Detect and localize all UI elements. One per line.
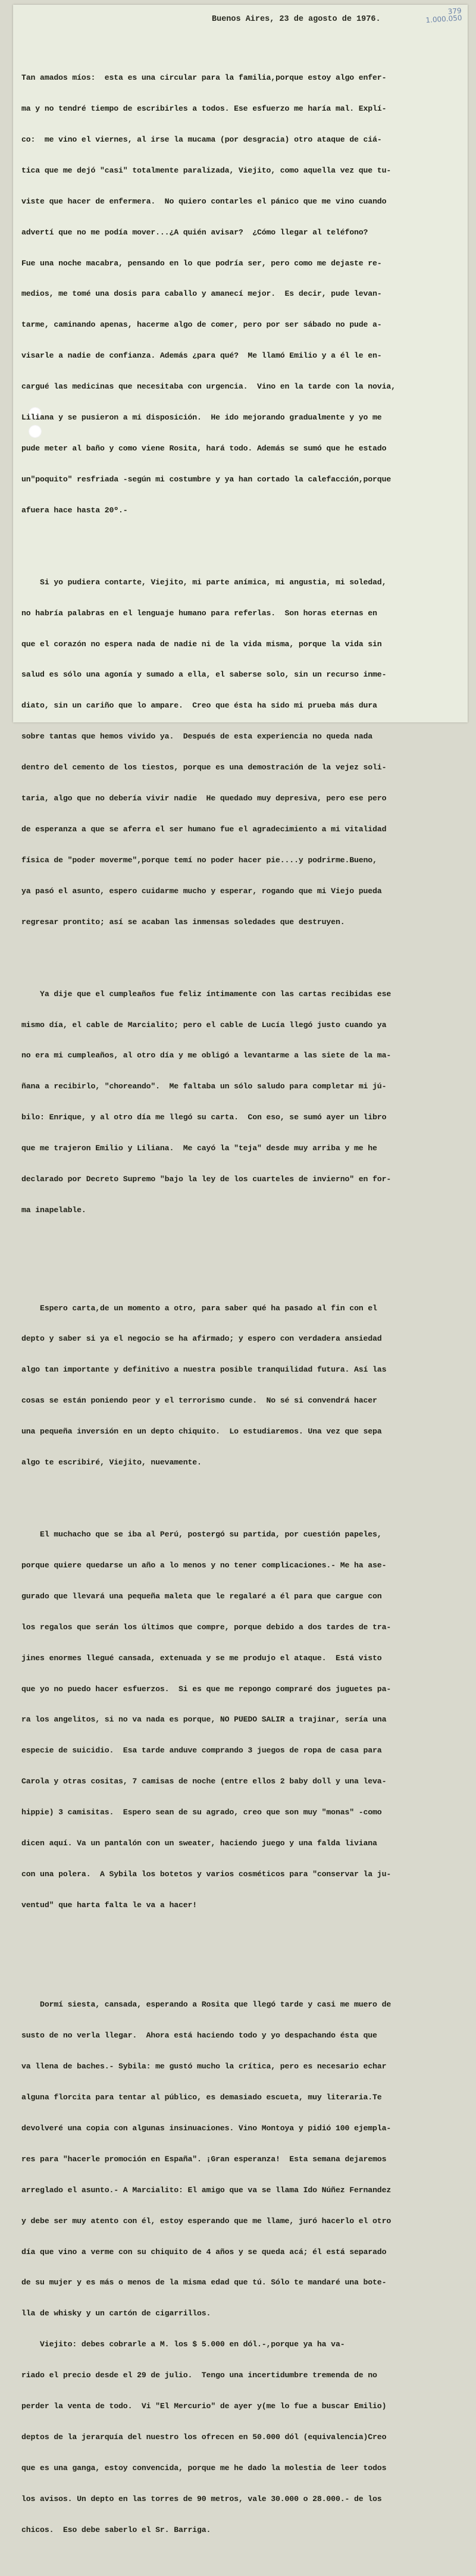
text-line: tica que me dejó "casi" totalmente paralizada, Viejito, como aquella vez que tu- [21,165,392,175]
text-line: ya pasó el asunto, espero cuidarme mucho y esperar, rogando que mi Viejo pueda [21,886,382,896]
letter-body [21,32,463,2576]
text-line: una pequeña inversión en un depto chiquito. Lo estudiaremos. Una vez que sepa [21,1427,382,1436]
text-line: viste que hacer de enfermera. No quiero contarles el pánico que me vino cuando [21,196,387,206]
text-line: taria, algo que no debería vivir nadie He quedado muy depresiva, pero ese pero [21,793,387,803]
text-line: El muchacho que se iba al Perú, postergó su partida, por cuestión papeles, [21,1530,382,1539]
text-line: física de "poder moverme",porque temí no poder hacer pie....y podrirme.Bueno, [21,855,377,865]
text-line: ventud" que harta falta le va a hacer! [21,1900,198,1910]
text-line: cargué las medicinas que necesitaba con urgencia. Vino en la tarde con la novia, [21,382,396,392]
text-line: porque quiere quedarse un año a lo menos y no tener complicaciones.- Me ha ase- [21,1560,387,1570]
text-line: riado el precio desde el 29 de julio. Tengo una incertidumbre tremenda de no [21,2371,377,2380]
paragraph-2 [21,556,463,947]
text-line: deptos de la jerarquía del nuestro los ofrecen en 50.000 dól (equivalencia)Creo [21,2432,387,2442]
text-line: y debe ser muy atento con él, estoy esperando que me llame, juró hacerlo el otro [21,2216,392,2226]
text-line: arreglado el asunto.- A Marcialito: El amigo que va se llama Ido Núñez Fernandez [21,2185,392,2195]
text-line: declarado por Decreto Supremo "bajo la ley de los cuarteles de invierno" en for- [21,1174,392,1184]
text-line: dentro del cemento de los tiestos, porque es una demostración de la vejez soli- [21,763,387,772]
text-line: alguna florcita para tentar al público, es demasiado escueta, muy literaria.Te [21,2093,382,2102]
text-line: especie de suicidio. Esa tarde anduve comprando 3 juegos de ropa de casa para [21,1746,382,1755]
text-line: tarme, caminando apenas, hacerme algo de comer, pero por ser sábado no pude a- [21,320,382,330]
text-line: ra los angelitos, si no va nada es porque, NO PUEDO SALIR a trajinar, sería una [21,1715,387,1724]
text-line: devolveré una copia con algunas insinuaciones. Vino Montoya y pidió 100 ejempla- [21,2123,392,2133]
text-line: Espero carta,de un momento a otro, para saber qué ha pasado al fin con el [21,1303,377,1313]
text-line: no habría palabras en el lenguaje humano para referlas. Son horas eternas en [21,608,377,618]
paragraph-1 [21,52,463,536]
text-line: jines enormes llegué cansada, extenuada y se me produjo el ataque. Está visto [21,1653,382,1663]
text-line: advertí que no me podía mover...¿A quién avisar? ¿Cómo llegar al teléfono? [21,227,368,237]
text-line: que el corazón no espera nada de nadie ni de la vida misma, porque la vida sin [21,639,382,649]
text-line: con una polera. A Sybila los botetos y varios cosméticos para "conservar la ju- [21,1869,392,1879]
text-line: afuera hace hasta 20º.- [21,505,128,515]
text-line: de esperanza a que se aferra el ser humano fue el agradecimiento a mi vitalidad [21,824,387,834]
text-line: algo tan importante y definitivo a nuestra posible tranquilidad futura. Así las [21,1365,387,1375]
text-line: día que vino a verme con su chiquito de 4 años y se queda acá; él está separado [21,2247,387,2256]
text-line: salud es sólo una agonía y sumado a ella, el saberse solo, sin un recurso inme- [21,670,387,680]
text-line: perder la venta de todo. Vi "El Mercurio" de ayer y(me lo fue a buscar Emilio) [21,2401,387,2411]
text-line: los avisos. Un depto en las torres de 90 metros, vale 30.000 o 28.000.- de los [21,2494,382,2503]
text-line: lla de whisky y un cartón de cigarrillos. [21,2309,211,2318]
text-line: que es una ganga, estoy convencida, porque me he dado la molestia de leer todos [21,2463,387,2472]
paragraph-gap [21,1951,463,1958]
text-line: los regalos que serán los últimos que compre, porque debido a dos tardes de tra- [21,1622,392,1632]
text-line: cosas se están poniendo peor y el terrorismo cunde. No sé si convendrá hacer [21,1396,377,1406]
text-line: ñana a recibirlo, "choreando". Me faltaba un sólo saludo para completar mi jú- [21,1082,387,1091]
letter-dateline: Buenos Aires, 23 de agosto de 1976. [212,15,381,24]
text-line: Dormí siesta, cansada, esperando a Rosita que llegó tarde y casi me muero de [21,2000,392,2010]
text-line: mismo día, el cable de Marcialito; pero el cable de Lucía llegó justo cuando ya [21,1020,387,1029]
text-line: res para "hacerle promoción en España". ¡Gran esperanza! Esta semana dejaremos [21,2154,387,2164]
text-line: sobre tantas que hemos vivido ya. Después de esta experiencia no queda nada [21,732,373,741]
text-line: hippie) 3 camisitas. Espero sean de su agrado, creo que son muy "monas" -como [21,1808,382,1817]
text-line: algo te escribiré, Viejito, nuevamente. [21,1457,202,1467]
text-line: Fue una noche macabra, pensando en lo que podría ser, pero como me dejaste re- [21,258,382,268]
text-line: Ya dije que el cumpleaños fue feliz íntimamente con las cartas recibidas ese [21,989,392,999]
text-line: visarle a nadie de confianza. Además ¿para qué? Me llamó Emilio y a él le en- [21,351,382,361]
text-line: dicen aquí. Va un pantalón con un sweater, haciendo juego y una falda liviana [21,1838,377,1848]
text-line: Viejito: debes cobrarle a M. los $ 5.000 en dól.-,porque ya ha va- [21,2340,345,2349]
letter-page [13,5,468,2534]
paragraph-3 [21,968,463,1236]
text-line: ma inapelable. [21,1205,86,1215]
text-line: va llena de baches.- Sybila: me gustó mucho la crítica, pero es necesario echar [21,2062,387,2071]
text-line: de su mujer y es más o menos de la misma edad que tú. Sólo te mandaré una bote- [21,2278,387,2287]
text-line: chicos. Eso debe saberlo el Sr. Barriga. [21,2525,211,2534]
text-line: no era mi cumpleaños, al otro día y me obligó a levantarme a las siete de la ma- [21,1051,392,1060]
text-line: pude meter al baño y como viene Rosita, hará todo. Además se sumó que he estado [21,443,387,453]
paragraph-gap [21,1256,463,1262]
text-line: bilo: Enrique, y al otro día me llegó su carta. Con eso, se sumó ayer un libro [21,1113,387,1122]
text-line: que yo no puedo hacer esfuerzos. Si es que me repongo compraré dos juguetes pa- [21,1684,392,1694]
text-line: depto y saber si ya el negocio se ha afirmado; y espero con verdadera ansiedad [21,1334,382,1344]
text-line: gurado que llevará una pequeña maleta que le regalaré a él para que cargue con [21,1591,382,1601]
text-line: Si yo pudiera contarte, Viejito, mi parte anímica, mi angustia, mi soledad, [21,577,387,587]
text-line: co: me vino el viernes, al irse la mucama (por desgracia) otro ataque de ciá- [21,134,382,144]
archive-code: 1.000.050 [425,13,462,25]
text-line: que me trajeron Emilio y Liliana. Me cayó la "teja" desde muy arriba y me he [21,1144,377,1153]
text-line: regresar prontito; así se acaban las inmensas soledades que destruyen. [21,917,345,927]
text-line: Carola y otras cositas, 7 camisas de noche (entre ellos 2 baby doll y una leva- [21,1777,387,1786]
archive-number: 379 [447,6,462,16]
text-line: ma y no tendré tiempo de escribirles a todos. Ese esfuerzo me haría mal. Explí- [21,104,387,114]
paragraph-5 [21,1508,463,1930]
paragraph-6 [21,1979,463,2556]
text-line: Liliana y se pusieron a mi disposición. He ido mejorando gradualmente y yo me [21,412,382,422]
archive-stamp [425,7,462,24]
text-line: medios, me tomé una dosis para caballo y amanecí mejor. Es decir, pude levan- [21,289,382,299]
text-line: un"poquito" resfriada -según mi costumbre y ya han cortado la calefacción,porque [21,474,392,484]
text-line: Tan amados míos: esta es una circular para la familia,porque estoy algo enfer- [21,73,387,83]
paragraph-4 [21,1282,463,1488]
text-line: diato, sin un cariño que lo ampare. Creo que ésta ha sido mi prueba más dura [21,701,377,710]
text-line: susto de no verla llegar. Ahora está haciendo todo y yo despachando ésta que [21,2031,377,2040]
